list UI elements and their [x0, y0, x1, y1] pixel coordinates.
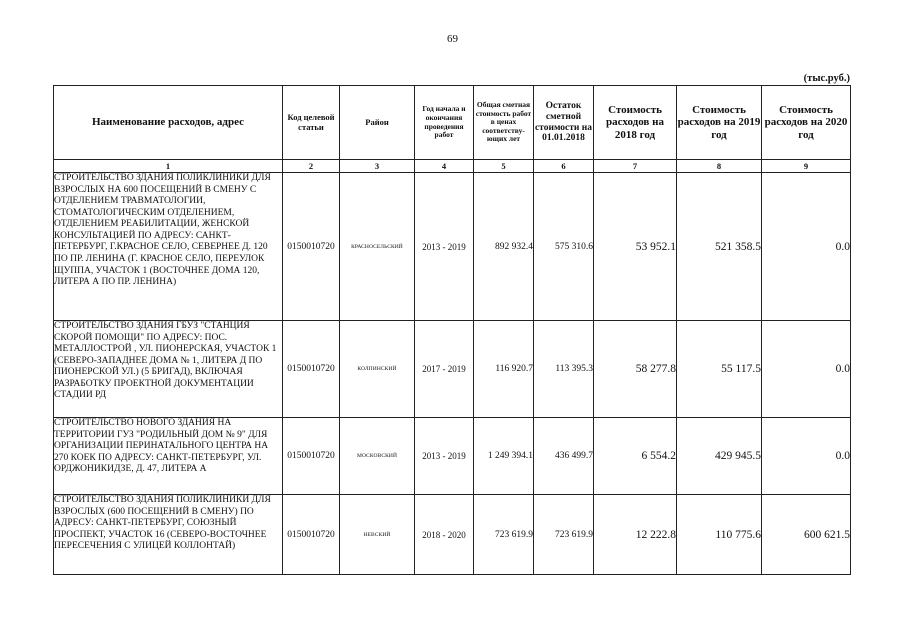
row-total-cost: 892 932.4 — [474, 173, 534, 321]
column-number-row — [54, 160, 851, 173]
row-district: МОСКОВСКИЙ — [340, 418, 415, 495]
header-code: Код целевой статьи — [283, 86, 340, 160]
row-period: 2013 - 2019 — [415, 173, 474, 321]
row-code: 0150010720 — [283, 173, 340, 321]
row-cost-2020: 0.0 — [762, 418, 851, 495]
row-remainder: 113 395.3 — [534, 321, 594, 418]
row-period: 2018 - 2020 — [415, 495, 474, 575]
row-cost-2019: 429 945.5 — [677, 418, 762, 495]
column-number: 1 — [54, 160, 283, 173]
row-remainder: 436 499.7 — [534, 418, 594, 495]
row-code: 0150010720 — [283, 321, 340, 418]
header-cost-2020: Стоимость расходов на 2020 год — [762, 86, 851, 160]
row-cost-2020: 0.0 — [762, 321, 851, 418]
table-row — [54, 173, 851, 321]
table-row — [54, 321, 851, 418]
column-number: 7 — [594, 160, 677, 173]
units-label: (тыс.руб.) — [803, 73, 850, 84]
row-name: СТРОИТЕЛЬСТВО НОВОГО ЗДАНИЯ НА ТЕРРИТОРИИ ГУЗ "РОДИЛЬНЫЙ ДОМ № 9" ДЛЯ ОРГАНИЗАЦИИ ПЕРИНАТАЛЬНОГО ЦЕНТРА НА 270 КОЕК ПО АДРЕСУ: САНКТ-ПЕТЕРБУРГ, УЛ. ОРДЖОНИКИДЗЕ, Д. 47, ЛИТЕРА А — [54, 418, 283, 495]
row-total-cost: 723 619.9 — [474, 495, 534, 575]
expenditure-table — [53, 85, 851, 575]
header-cost-2019: Стоимость расходов на 2019 год — [677, 86, 762, 160]
row-code: 0150010720 — [283, 418, 340, 495]
header-cost-2018: Стоимость расходов на 2018 год — [594, 86, 677, 160]
table-row — [54, 495, 851, 575]
row-cost-2019: 110 775.6 — [677, 495, 762, 575]
row-name: СТРОИТЕЛЬСТВО ЗДАНИЯ ПОЛИКЛИНИКИ ДЛЯ ВЗРОСЛЫХ (600 ПОСЕЩЕНИЙ В СМЕНУ) ПО АДРЕСУ: САНКТ-ПЕТЕРБУРГ, СОЮЗНЫЙ ПРОСПЕКТ, УЧАСТОК 16 (СЕВЕРО-ВОСТОЧНЕЕ ПЕРЕСЕЧЕНИЯ С УЛИЦЕЙ КОЛЛОНТАЙ) — [54, 495, 283, 575]
row-total-cost: 116 920.7 — [474, 321, 534, 418]
row-remainder: 723 619.9 — [534, 495, 594, 575]
header-period: Год начала и окончания проведения работ — [415, 86, 474, 160]
header-row — [54, 86, 851, 160]
row-cost-2018: 58 277.8 — [594, 321, 677, 418]
row-cost-2018: 12 222.8 — [594, 495, 677, 575]
row-cost-2020: 0.0 — [762, 173, 851, 321]
row-period: 2013 - 2019 — [415, 418, 474, 495]
column-number: 3 — [340, 160, 415, 173]
header-district: Район — [340, 86, 415, 160]
row-period: 2017 - 2019 — [415, 321, 474, 418]
row-total-cost: 1 249 394.1 — [474, 418, 534, 495]
row-code: 0150010720 — [283, 495, 340, 575]
row-name: СТРОИТЕЛЬСТВО ЗДАНИЯ ГБУЗ "СТАНЦИЯ СКОРОЙ ПОМОЩИ" ПО АДРЕСУ: ПОС. МЕТАЛЛОСТРОЙ , УЛ. ПИОНЕРСКАЯ, УЧАСТОК 1 (СЕВЕРО-ЗАПАДНЕЕ ДОМА № 1, ЛИТЕРА Д ПО ПИОНЕРСКОЙ УЛ.) (5 БРИГАД), ВКЛЮЧАЯ РАЗРАБОТКУ ПРОЕКТНОЙ ДОКУМЕНТАЦИИ СТАДИИ РД — [54, 321, 283, 418]
table-row — [54, 418, 851, 495]
page-number: 69 — [447, 33, 458, 45]
row-cost-2019: 55 117.5 — [677, 321, 762, 418]
row-cost-2018: 6 554.2 — [594, 418, 677, 495]
header-total-cost: Общая сметная стоимость работ в ценах соответству-ющих лет — [474, 86, 534, 160]
row-cost-2020: 600 621.5 — [762, 495, 851, 575]
row-remainder: 575 310.6 — [534, 173, 594, 321]
row-district: КРАСНОСЕЛЬСКИЙ — [340, 173, 415, 321]
header-name: Наименование расходов, адрес — [54, 86, 283, 160]
column-number: 9 — [762, 160, 851, 173]
column-number: 6 — [534, 160, 594, 173]
row-name: СТРОИТЕЛЬСТВО ЗДАНИЯ ПОЛИКЛИНИКИ ДЛЯ ВЗРОСЛЫХ НА 600 ПОСЕЩЕНИЙ В СМЕНУ С ОТДЕЛЕНИЕМ ТРАВМАТОЛОГИИ, СТОМАТОЛОГИЧЕСКИМ ОТДЕЛЕНИЕМ, ОТДЕЛЕНИЕМ РЕАБИЛИТАЦИИ, ЖЕНСКОЙ КОНСУЛЬТАЦИЕЙ ПО АДРЕСУ: САНКТ-ПЕТЕРБУРГ, Г.КРАСНОЕ СЕЛО, СЕВЕРНЕЕ Д. 120 ПО ПР. ЛЕНИНА (Г. КРАСНОЕ СЕЛО, ПЕРЕУЛОК ЩУППА, УЧАСТОК 1 (ВОСТОЧНЕЕ ДОМА 120, ЛИТЕРА А ПО ПР. ЛЕНИНА) — [54, 173, 283, 321]
column-number: 8 — [677, 160, 762, 173]
row-cost-2018: 53 952.1 — [594, 173, 677, 321]
column-number: 5 — [474, 160, 534, 173]
row-district: КОЛПИНСКИЙ — [340, 321, 415, 418]
header-remainder: Остаток сметной стоимости на 01.01.2018 — [534, 86, 594, 160]
row-district: НЕВСКИЙ — [340, 495, 415, 575]
column-number: 4 — [415, 160, 474, 173]
row-cost-2019: 521 358.5 — [677, 173, 762, 321]
column-number: 2 — [283, 160, 340, 173]
